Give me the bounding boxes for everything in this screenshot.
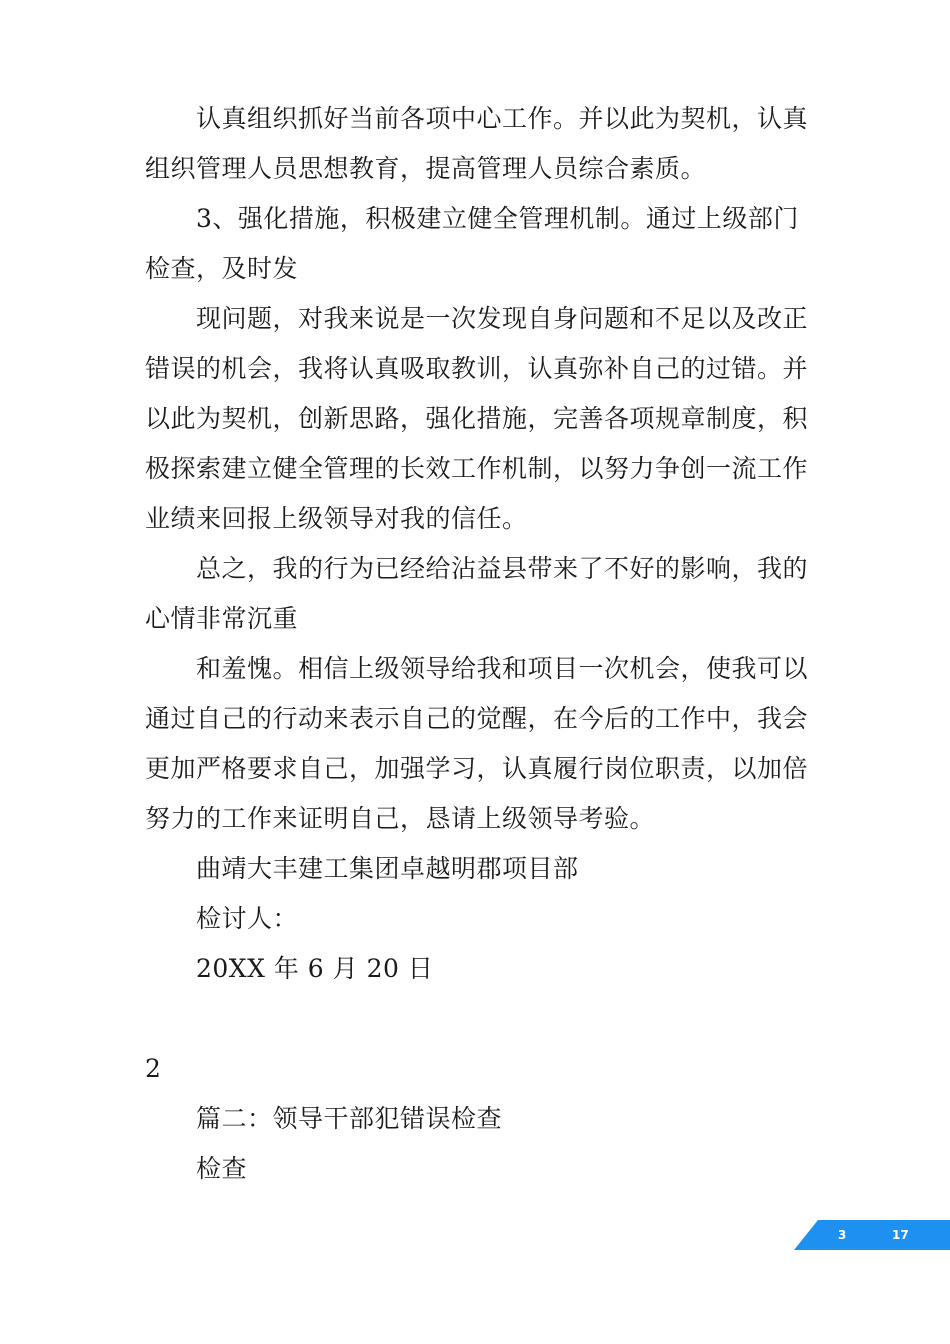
paragraph-line: 通过自己的行动来表示自己的觉醒，在今后的工作中，我会 <box>145 704 809 733</box>
section-title: 篇二：领导干部犯错误检查 <box>196 1104 503 1133</box>
spacer <box>145 994 810 1044</box>
paragraph-line: 以此为契机，创新思路，强化措施，完善各项规章制度，积 <box>145 404 809 433</box>
document-body <box>145 94 810 1194</box>
paragraph-line: 极探索建立健全管理的长效工作机制，以努力争创一流工作 <box>145 454 809 483</box>
total-pages-number: 17 <box>892 1228 909 1242</box>
paragraph-line: 业绩来回报上级领导对我的信任。 <box>145 504 528 533</box>
paragraph-line: 认真组织抓好当前各项中心工作。并以此为契机，认真 <box>196 104 809 133</box>
paragraph-line: 更加严格要求自己，加强学习，认真履行岗位职责，以加倍 <box>145 754 809 783</box>
signatory-label: 检讨人： <box>196 904 299 933</box>
paragraph-line: 心情非常沉重 <box>145 604 299 633</box>
paragraph-line: 错误的机会，我将认真吸取教训，认真弥补自己的过错。并 <box>145 354 809 383</box>
paragraph-line: 和羞愧。相信上级领导给我和项目一次机会，使我可以 <box>196 654 809 683</box>
section-heading: 检查 <box>196 1154 248 1183</box>
section-number: 2 <box>145 1054 162 1083</box>
paragraph-line: 3、强化措施，积极建立健全管理机制。通过上级部门 <box>196 204 799 233</box>
organization-name: 曲靖大丰建工集团卓越明郡项目部 <box>196 854 579 883</box>
paragraph-line: 现问题，对我来说是一次发现自身问题和不足以及改正 <box>196 304 809 333</box>
current-page-number: 3 <box>838 1228 847 1242</box>
paragraph-line: 努力的工作来证明自己，恳请上级领导考验。 <box>145 804 656 833</box>
page-indicator <box>794 1220 950 1250</box>
document-date: 20XX 年 6 月 20 日 <box>196 954 434 983</box>
paragraph-line: 组织管理人员思想教育，提高管理人员综合素质。 <box>145 154 707 183</box>
page-indicator-background <box>794 1220 950 1250</box>
paragraph-line: 总之，我的行为已经给沾益县带来了不好的影响，我的 <box>196 554 809 583</box>
paragraph-line: 检查，及时发 <box>145 254 299 283</box>
